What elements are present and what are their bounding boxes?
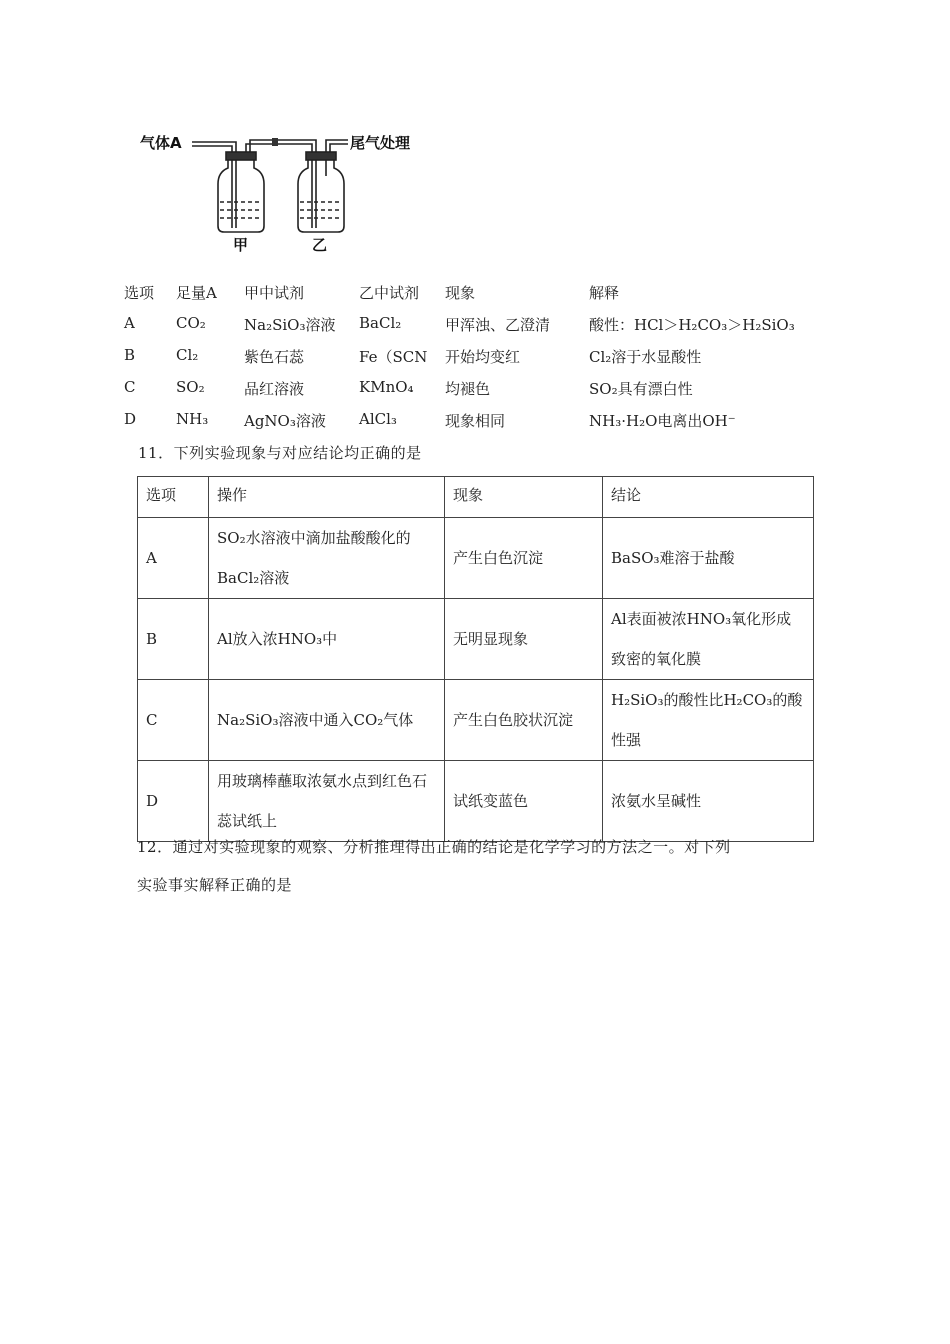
options-cell: A [124,314,135,332]
table-cell: A [138,518,209,599]
options-cell: NH₃·H₂O电离出OH⁻ [589,412,736,430]
options-cell: BaCl₂ [359,314,402,332]
question-11-table [137,476,814,842]
options-header-cell: 选项 [124,284,155,302]
gas-a-label: 气体A [140,134,182,152]
bottle-jia-label: 甲 [233,236,249,254]
options-cell: AgNO₃溶液 [244,412,326,430]
options-cell: C [124,378,136,396]
options-cell: Fe（SCN [359,348,428,366]
options-header-cell: 现象 [445,284,476,302]
options-cell: B [124,346,136,364]
options-cell: 甲浑浊、乙澄清 [445,316,551,334]
table-cell: Al放入浓HNO₃中 [209,599,445,680]
question-11-text: 11．下列实验现象与对应结论均正确的是 [138,444,422,462]
table-cell: 用玻璃棒蘸取浓氨水点到红色石蕊试纸上 [209,761,445,842]
options-cell: 开始均变红 [445,348,521,366]
options-cell: D [124,410,137,428]
options-cell: 酸性：HCl＞H₂CO₃＞H₂SiO₃ [589,316,795,334]
table-header-cell: 选项 [138,477,209,518]
options-cell: Cl₂溶于水显酸性 [589,348,702,366]
question-12-line2: 实验事实解释正确的是 [137,876,293,894]
options-cell: Cl₂ [176,346,199,364]
options-cell: 紫色石蕊 [244,348,305,366]
table-header-row [138,477,814,518]
table-cell: 产生白色沉淀 [445,518,603,599]
table-row [138,599,814,680]
table-cell: 试纸变蓝色 [445,761,603,842]
table-cell: 无明显现象 [445,599,603,680]
table-cell: D [138,761,209,842]
options-cell: AlCl₃ [359,410,397,428]
options-header-cell: 甲中试剂 [244,284,305,302]
options-cell: 均褪色 [445,380,491,398]
table-cell: 浓氨水呈碱性 [603,761,814,842]
table-cell: Na₂SiO₃溶液中通入CO₂气体 [209,680,445,761]
options-cell: CO₂ [176,314,206,332]
table-row [138,761,814,842]
options-cell: SO₂具有漂白性 [589,380,693,398]
options-cell: Na₂SiO₃溶液 [244,316,336,334]
table-row [138,680,814,761]
table-header-cell: 现象 [445,477,603,518]
question-12-line1: 12．通过对实验现象的观察、分析推理得出正确的结论是化学学习的方法之一。对下列 [137,838,731,856]
tail-gas-label: 尾气处理 [350,134,411,152]
options-header-cell: 解释 [589,284,620,302]
table-cell: BaSO₃难溶于盐酸 [603,518,814,599]
options-cell: SO₂ [176,378,205,396]
options-cell: KMnO₄ [359,378,414,396]
table-cell: H₂SiO₃的酸性比H₂CO₃的酸性强 [603,680,814,761]
options-cell: NH₃ [176,410,209,428]
table-cell: Al表面被浓HNO₃氧化形成致密的氧化膜 [603,599,814,680]
bottle-yi-label: 乙 [312,236,328,254]
table-cell: 产生白色胶状沉淀 [445,680,603,761]
table-header-cell: 结论 [603,477,814,518]
table-cell: SO₂水溶液中滴加盐酸酸化的BaCl₂溶液 [209,518,445,599]
options-cell: 品红溶液 [244,380,305,398]
table-cell: B [138,599,209,680]
table-header-cell: 操作 [209,477,445,518]
options-header-cell: 乙中试剂 [359,284,420,302]
table-row [138,518,814,599]
table-cell: C [138,680,209,761]
options-header-cell: 足量A [176,284,217,302]
options-cell: 现象相同 [445,412,506,430]
apparatus-figure [140,128,440,258]
